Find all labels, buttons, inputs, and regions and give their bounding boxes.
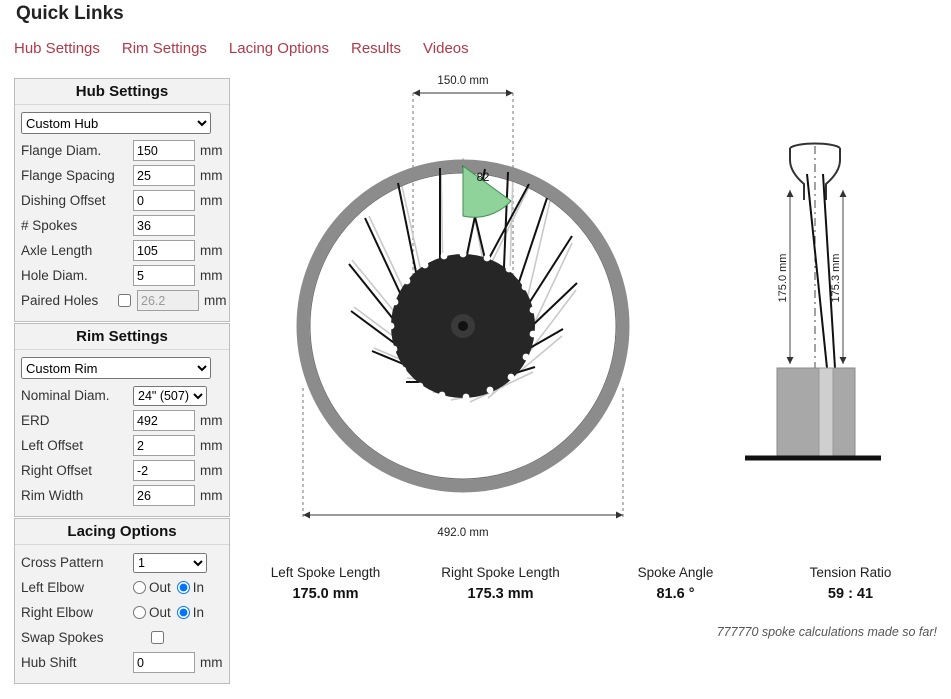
checkbox-paired-holes[interactable]	[118, 294, 131, 307]
label-num-spokes: # Spokes	[21, 218, 78, 233]
label-right-offset: Right Offset	[21, 463, 93, 478]
radio-left-elbow-in-label[interactable]	[177, 580, 204, 595]
input-dishing-offset[interactable]	[133, 190, 195, 211]
quick-link-lacing-options[interactable]: Lacing Options	[228, 40, 329, 57]
lacing-options-title: Lacing Options	[15, 519, 229, 545]
row-cross-pattern	[21, 550, 223, 575]
row-nominal-diam	[21, 383, 223, 408]
quick-link-videos[interactable]: Videos	[423, 40, 469, 57]
input-hole-diam[interactable]	[133, 265, 195, 286]
result-value-spoke-angle: 81.6 °	[656, 586, 695, 602]
result-left-spoke-length	[238, 565, 413, 602]
label-axle-length: Axle Length	[21, 243, 93, 258]
lacing-options-panel	[14, 518, 230, 684]
input-hub-shift[interactable]	[133, 652, 195, 673]
label-left-elbow: Left Elbow	[21, 580, 85, 595]
row-axle-length	[21, 238, 223, 263]
side-left-dimension	[777, 190, 794, 364]
front-bottom-dimension-label: 492.0 mm	[437, 527, 489, 539]
row-paired-holes	[21, 288, 227, 313]
select-cross-pattern[interactable]	[133, 553, 207, 573]
row-right-offset	[21, 458, 223, 483]
radio-right-elbow-out[interactable]	[133, 606, 146, 619]
spoke-angle-value: 82	[476, 172, 490, 184]
result-value-tension-ratio: 59 : 41	[827, 586, 874, 602]
label-right-elbow-in: In	[192, 605, 205, 620]
side-left-dimension-label: 175.0 mm	[777, 253, 789, 303]
rim-settings-title: Rim Settings	[15, 324, 229, 350]
input-flange-diam[interactable]	[133, 140, 195, 161]
row-rim-width	[21, 483, 223, 508]
row-flange-diam	[21, 138, 223, 163]
input-flange-spacing[interactable]	[133, 165, 195, 186]
front-bottom-dimension	[303, 388, 623, 539]
wheel-front-diagram	[250, 68, 670, 558]
label-flange-diam: Flange Diam.	[21, 143, 102, 158]
result-label-spoke-angle: Spoke Angle	[637, 565, 714, 580]
page-title: Quick Links	[16, 3, 124, 24]
label-flange-spacing: Flange Spacing	[21, 168, 115, 183]
label-right-elbow: Right Elbow	[21, 605, 94, 620]
unit-paired-holes: mm	[204, 293, 227, 308]
row-right-elbow	[21, 600, 223, 625]
input-paired-holes[interactable]	[137, 290, 199, 311]
result-tension-ratio	[763, 565, 938, 602]
input-right-offset[interactable]	[133, 460, 195, 481]
hub-flange-side	[819, 368, 833, 456]
unit-flange-diam: mm	[200, 143, 223, 158]
unit-rim-width: mm	[200, 488, 223, 503]
label-rim-width: Rim Width	[21, 488, 84, 503]
front-top-dimension-label: 150.0 mm	[437, 75, 489, 87]
input-rim-width[interactable]	[133, 485, 195, 506]
quick-link-rim-settings[interactable]: Rim Settings	[121, 40, 207, 57]
radio-right-elbow-out-label[interactable]	[133, 605, 171, 620]
row-swap-spokes	[21, 625, 223, 650]
rim-preset-select[interactable]	[21, 357, 211, 379]
label-erd: ERD	[21, 413, 50, 428]
unit-axle-length: mm	[200, 243, 223, 258]
radio-right-elbow-in-label[interactable]	[177, 605, 204, 620]
unit-dishing-offset: mm	[200, 193, 223, 208]
result-value-left-spoke-length: 175.0 mm	[292, 586, 359, 602]
label-cross-pattern: Cross Pattern	[21, 555, 104, 570]
label-right-elbow-out: Out	[149, 605, 171, 620]
row-erd	[21, 408, 223, 433]
row-flange-spacing	[21, 163, 223, 188]
results-row	[238, 565, 938, 602]
hub-axle-inner	[458, 321, 468, 331]
radio-left-elbow-in[interactable]	[177, 581, 190, 594]
result-label-tension-ratio: Tension Ratio	[809, 565, 892, 580]
result-label-left-spoke-length: Left Spoke Length	[270, 565, 381, 580]
radio-left-elbow-out[interactable]	[133, 581, 146, 594]
row-left-elbow	[21, 575, 223, 600]
unit-flange-spacing: mm	[200, 168, 223, 183]
quick-links-nav	[14, 40, 469, 57]
hub-settings-panel	[14, 78, 230, 322]
label-hole-diam: Hole Diam.	[21, 268, 88, 283]
radio-left-elbow-out-label[interactable]	[133, 580, 171, 595]
row-num-spokes	[21, 213, 223, 238]
row-dishing-offset	[21, 188, 223, 213]
calculation-counter: 777770 spoke calculations made so far!	[716, 625, 937, 639]
hub-block	[777, 368, 855, 456]
select-nominal-diam[interactable]	[133, 386, 207, 406]
unit-hole-diam: mm	[200, 268, 223, 283]
label-swap-spokes: Swap Spokes	[21, 630, 104, 645]
input-left-offset[interactable]	[133, 435, 195, 456]
label-hub-shift: Hub Shift	[21, 655, 77, 670]
result-spoke-angle	[588, 565, 763, 602]
label-dishing-offset: Dishing Offset	[21, 193, 106, 208]
label-left-offset: Left Offset	[21, 438, 84, 453]
label-nominal-diam: Nominal Diam.	[21, 388, 110, 403]
result-label-right-spoke-length: Right Spoke Length	[441, 565, 560, 580]
input-erd[interactable]	[133, 410, 195, 431]
unit-hub-shift: mm	[200, 655, 223, 670]
unit-right-offset: mm	[200, 463, 223, 478]
unit-erd: mm	[200, 413, 223, 428]
row-hole-diam	[21, 263, 223, 288]
hub-settings-title: Hub Settings	[15, 79, 229, 105]
hub-preset-select[interactable]	[21, 112, 211, 134]
result-right-spoke-length	[413, 565, 588, 602]
label-left-elbow-in: In	[192, 580, 205, 595]
row-left-offset	[21, 433, 223, 458]
input-num-spokes[interactable]	[133, 215, 195, 236]
rim-settings-panel	[14, 323, 230, 517]
quick-link-results[interactable]: Results	[351, 40, 402, 57]
result-value-right-spoke-length: 175.3 mm	[467, 586, 534, 602]
label-paired-holes: Paired Holes	[21, 293, 99, 308]
input-axle-length[interactable]	[133, 240, 195, 261]
row-hub-shift	[21, 650, 223, 675]
quick-link-hub-settings[interactable]: Hub Settings	[14, 40, 100, 57]
unit-left-offset: mm	[200, 438, 223, 453]
side-right-dimension-label: 175.3 mm	[830, 253, 842, 303]
checkbox-swap-spokes[interactable]	[151, 631, 164, 644]
radio-right-elbow-in[interactable]	[177, 606, 190, 619]
label-left-elbow-out: Out	[149, 580, 171, 595]
wheel-side-diagram	[715, 130, 915, 470]
